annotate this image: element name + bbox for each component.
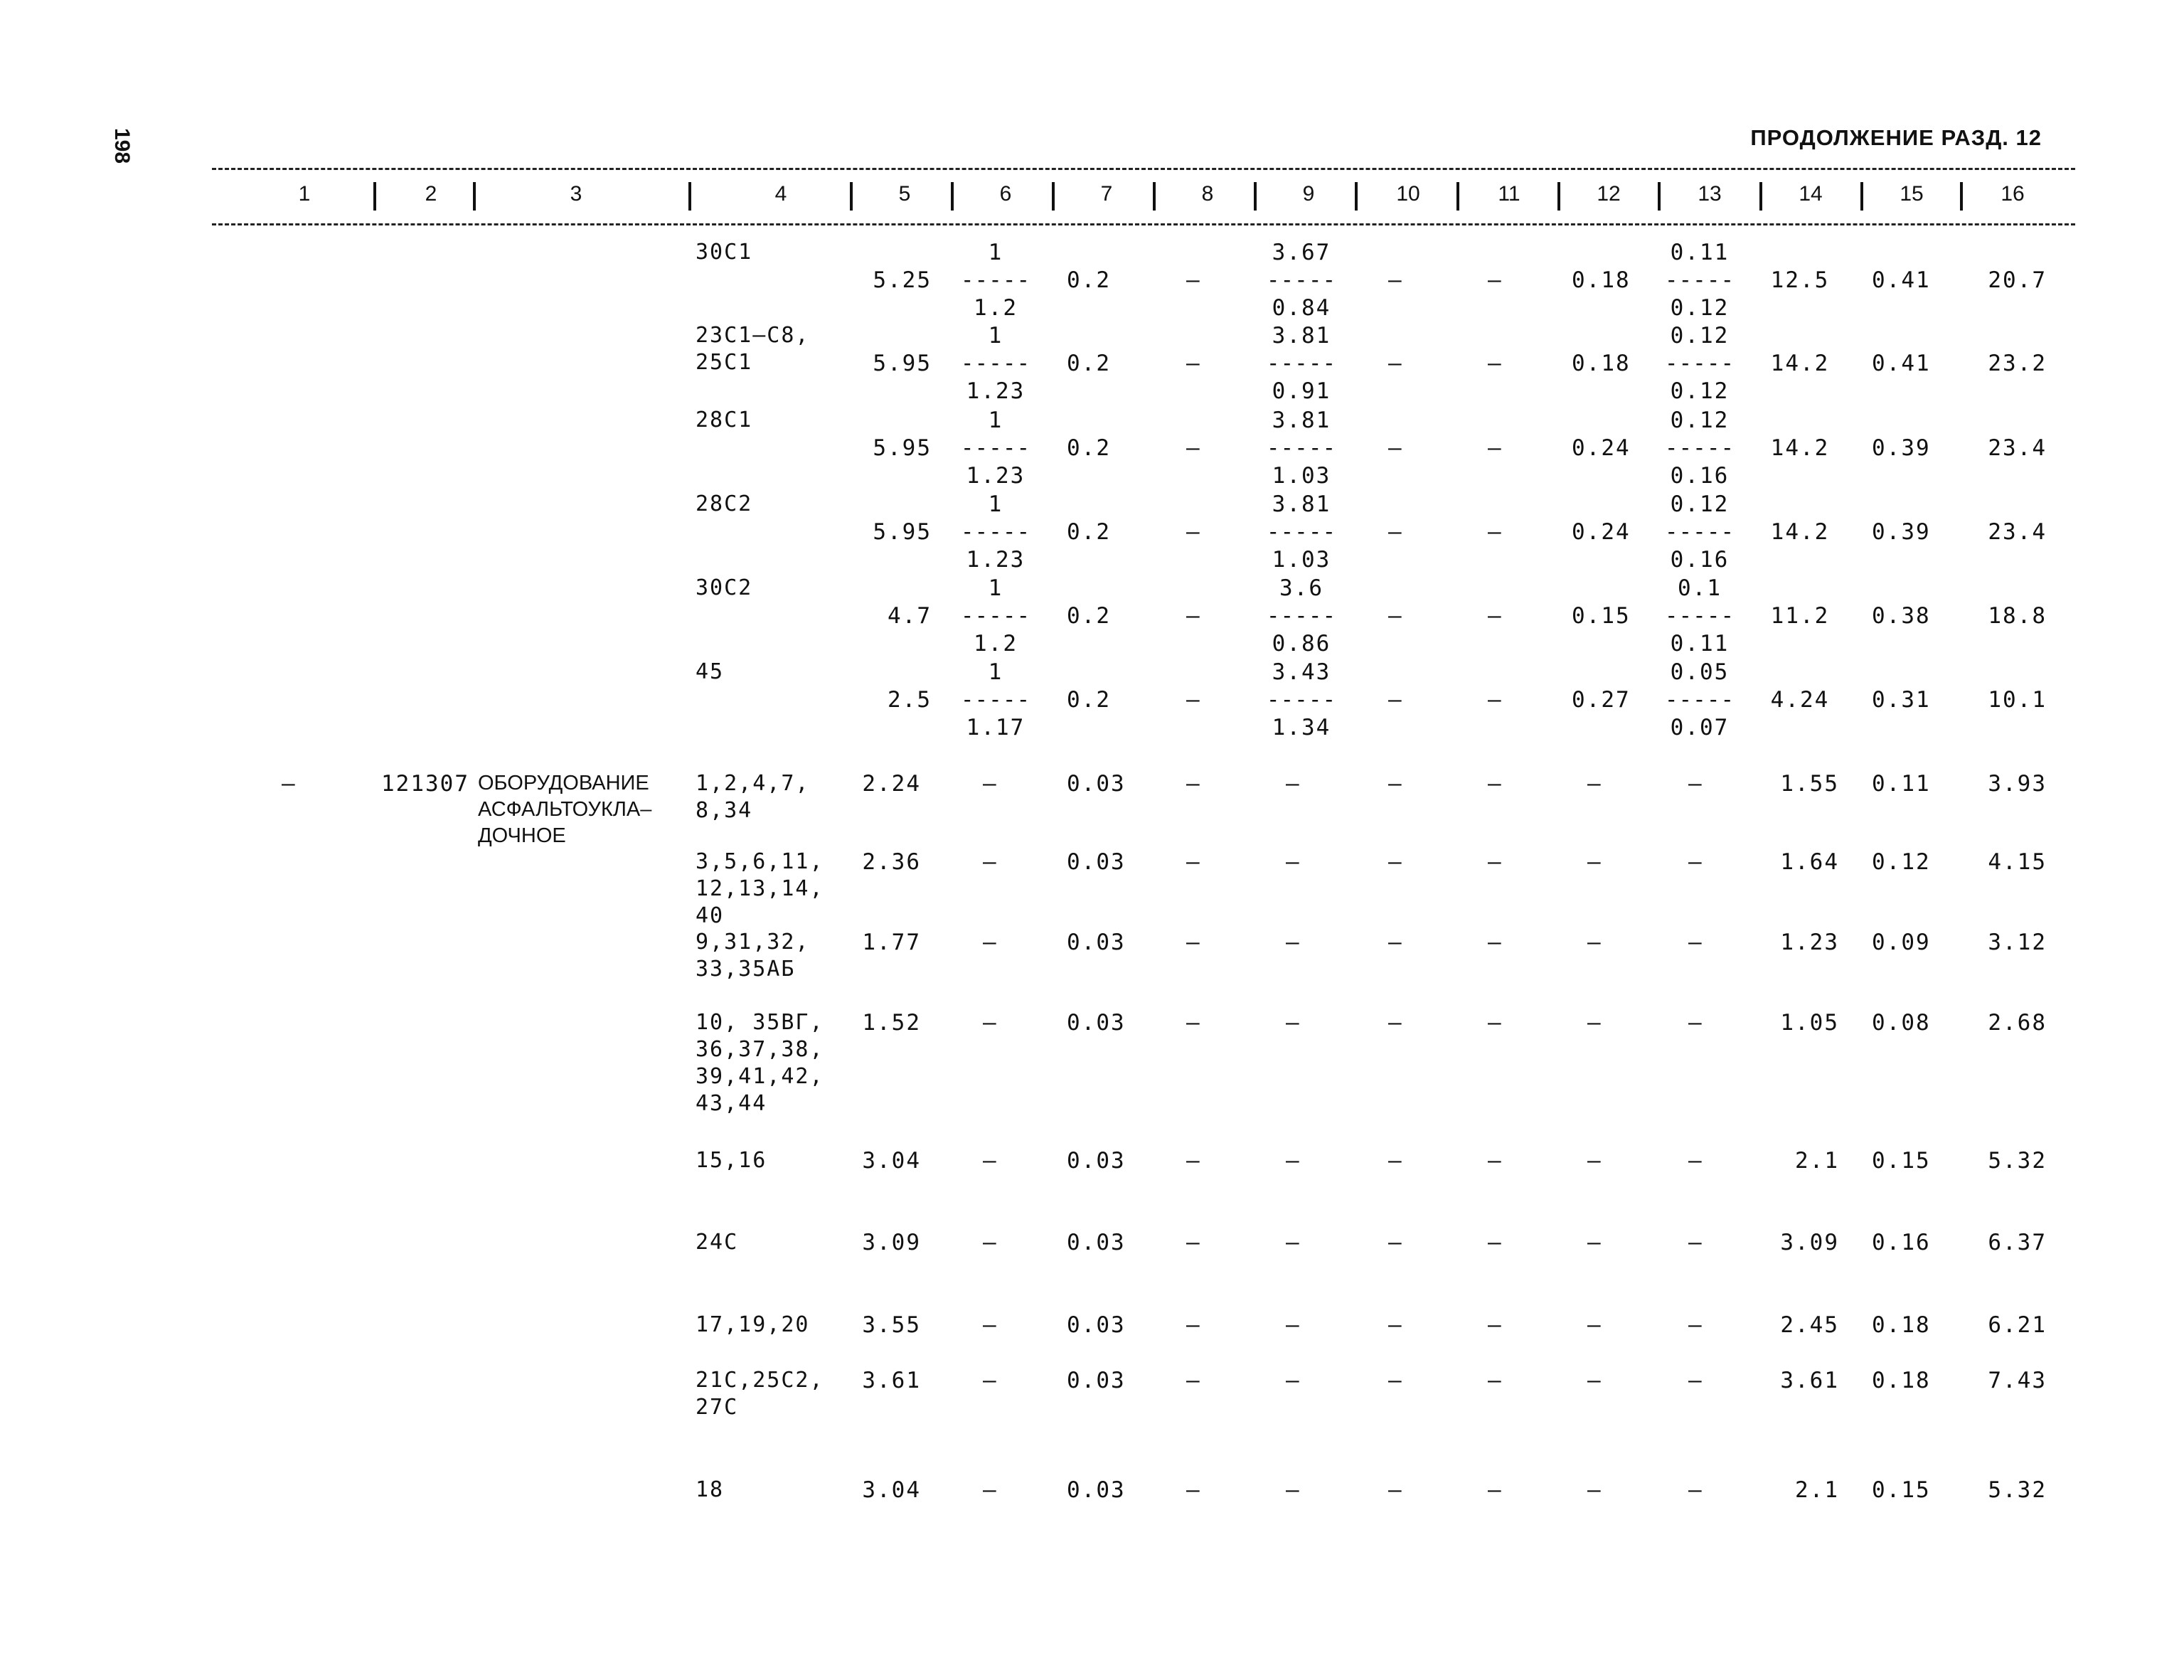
cell-col14: 2.1 — [1795, 1477, 1839, 1503]
cell-col10: – — [1388, 849, 1403, 875]
cell-col10: – — [1388, 1312, 1403, 1338]
cell-col8: – — [1186, 1148, 1201, 1174]
cell-col12: – — [1587, 1312, 1602, 1338]
cell-col13: – — [1688, 849, 1703, 875]
column-separator — [1052, 182, 1055, 211]
cell-col9 — [1259, 575, 1344, 658]
cell-col6-numerator: 1 — [988, 408, 1003, 433]
cell-col13: – — [1688, 1312, 1703, 1338]
cell-col7: 0.2 — [1067, 519, 1111, 545]
cell-col6-denominator: 1.2 — [974, 295, 1018, 321]
cell-col13-denominator: 0.07 — [1670, 715, 1730, 740]
column-separator — [1153, 182, 1156, 211]
cell-col13: – — [1688, 1230, 1703, 1255]
cell-col8: – — [1186, 930, 1201, 955]
cell-col4: 28С1 — [696, 408, 753, 432]
cell-col6: – — [983, 771, 998, 797]
cell-col9-denominator: 0.86 — [1272, 631, 1331, 656]
cell-col15: 0.18 — [1872, 1368, 1931, 1393]
cell-col5: 4.7 — [888, 603, 932, 629]
column-header-2: 2 — [425, 182, 437, 206]
cell-col9: – — [1286, 849, 1301, 875]
cell-col6-numerator: 1 — [988, 491, 1003, 517]
cell-col11: – — [1488, 930, 1503, 955]
cell-col9-numerator: 3.6 — [1279, 575, 1323, 601]
cell-col6-bar: ----- — [960, 603, 1031, 629]
cell-col9: – — [1286, 930, 1301, 955]
cell-col11: – — [1488, 849, 1503, 875]
cell-col4: 18 — [696, 1477, 725, 1502]
cell-col6: – — [983, 1477, 998, 1503]
cell-col6 — [953, 659, 1038, 742]
cell-col9: – — [1286, 1148, 1301, 1174]
cell-col9-numerator: 3.81 — [1272, 323, 1331, 349]
cell-col13: – — [1688, 1477, 1703, 1503]
cell-col9-numerator: 3.81 — [1272, 491, 1331, 517]
cell-col10: – — [1388, 603, 1403, 629]
cell-col15: 0.08 — [1872, 1010, 1931, 1036]
column-header-3: 3 — [570, 182, 582, 206]
cell-col13-numerator: 0.05 — [1670, 659, 1730, 685]
cell-col4: 23С1–С8, 25С1 — [696, 323, 810, 375]
cell-col16: 3.93 — [1988, 771, 2047, 797]
cell-col9: – — [1286, 1477, 1301, 1503]
cell-col8: – — [1186, 849, 1201, 875]
column-header-7: 7 — [1100, 182, 1113, 206]
cell-col10: – — [1388, 351, 1403, 376]
cell-col12: – — [1587, 1148, 1602, 1174]
cell-col16: 23.4 — [1988, 435, 2047, 461]
cell-col12: – — [1587, 1368, 1602, 1393]
group-col1: – — [282, 771, 297, 797]
cell-col11: – — [1488, 603, 1503, 629]
cell-col13 — [1657, 322, 1742, 405]
cell-col9 — [1259, 407, 1344, 490]
column-separator — [373, 182, 376, 211]
cell-col6 — [953, 407, 1038, 490]
cell-col9-denominator: 1.03 — [1272, 463, 1331, 489]
cell-col13: – — [1688, 771, 1703, 797]
cell-col13-numerator: 0.1 — [1678, 575, 1722, 601]
cell-col15: 0.18 — [1872, 1312, 1931, 1338]
column-separator — [1355, 182, 1358, 211]
cell-col12: – — [1587, 849, 1602, 875]
cell-col13 — [1657, 239, 1742, 322]
cell-col8: – — [1186, 351, 1201, 376]
cell-col6-denominator: 1.2 — [974, 631, 1018, 656]
cell-col14: 1.23 — [1780, 930, 1839, 955]
column-separator — [850, 182, 853, 211]
cell-col9-numerator: 3.81 — [1272, 408, 1331, 433]
cell-col13-denominator: 0.16 — [1670, 463, 1730, 489]
column-header-6: 6 — [999, 182, 1012, 206]
cell-col12: 0.18 — [1572, 267, 1631, 293]
cell-col4: 30С2 — [696, 575, 753, 600]
cell-col5: 3.55 — [862, 1312, 921, 1338]
cell-col13: – — [1688, 1368, 1703, 1393]
cell-col10: – — [1388, 519, 1403, 545]
cell-col5: 5.95 — [873, 351, 932, 376]
cell-col5: 2.5 — [888, 687, 932, 713]
section-header-title: ПРОДОЛЖЕНИЕ РАЗД. 12 — [1750, 125, 2042, 150]
cell-col16: 3.12 — [1988, 930, 2047, 955]
cell-col7: 0.03 — [1067, 771, 1126, 797]
cell-col9-bar: ----- — [1266, 687, 1337, 713]
cell-col15: 0.16 — [1872, 1230, 1931, 1255]
cell-col14: 1.05 — [1780, 1010, 1839, 1036]
header-top-rule — [212, 168, 2075, 170]
cell-col12: – — [1587, 930, 1602, 955]
cell-col5: 2.24 — [862, 771, 921, 797]
cell-col13-bar: ----- — [1664, 267, 1735, 293]
cell-col13: – — [1688, 1148, 1703, 1174]
cell-col7: 0.2 — [1067, 267, 1111, 293]
cell-col5: 3.04 — [862, 1477, 921, 1503]
cell-col9-bar: ----- — [1266, 603, 1337, 629]
cell-col12: 0.27 — [1572, 687, 1631, 713]
cell-col9 — [1259, 239, 1344, 322]
cell-col15: 0.41 — [1872, 267, 1931, 293]
cell-col15: 0.12 — [1872, 849, 1931, 875]
cell-col5: 3.61 — [862, 1368, 921, 1393]
cell-col8: – — [1186, 687, 1201, 713]
column-header-5: 5 — [898, 182, 911, 206]
cell-col5: 3.04 — [862, 1148, 921, 1174]
cell-col13-denominator: 0.11 — [1670, 631, 1730, 656]
cell-col4: 45 — [696, 659, 725, 684]
cell-col12: – — [1587, 1010, 1602, 1036]
cell-col14: 14.2 — [1770, 435, 1830, 461]
cell-col10: – — [1388, 1368, 1403, 1393]
cell-col9: – — [1286, 1368, 1301, 1393]
cell-col14: 2.1 — [1795, 1148, 1839, 1174]
cell-col7: 0.03 — [1067, 1010, 1126, 1036]
cell-col6: – — [983, 1368, 998, 1393]
cell-col16: 6.37 — [1988, 1230, 2047, 1255]
column-header-8: 8 — [1201, 182, 1214, 206]
cell-col13 — [1657, 575, 1742, 658]
column-header-10: 10 — [1396, 182, 1420, 206]
cell-col7: 0.03 — [1067, 1368, 1126, 1393]
cell-col9 — [1259, 659, 1344, 742]
cell-col6: – — [983, 930, 998, 955]
cell-col14: 14.2 — [1770, 519, 1830, 545]
cell-col13-denominator: 0.16 — [1670, 547, 1730, 573]
column-header-14: 14 — [1799, 182, 1823, 206]
column-header-13: 13 — [1698, 182, 1722, 206]
cell-col6-denominator: 1.23 — [966, 547, 1026, 573]
cell-col12: – — [1587, 771, 1602, 797]
cell-col7: 0.2 — [1067, 687, 1111, 713]
cell-col15: 0.41 — [1872, 351, 1931, 376]
cell-col4: 24С — [696, 1230, 739, 1255]
cell-col8: – — [1186, 267, 1201, 293]
header-bottom-rule — [212, 223, 2075, 225]
cell-col16: 7.43 — [1988, 1368, 2047, 1393]
cell-col7: 0.2 — [1067, 435, 1111, 461]
cell-col6: – — [983, 1230, 998, 1255]
cell-col12: 0.24 — [1572, 519, 1631, 545]
cell-col16: 4.15 — [1988, 849, 2047, 875]
cell-col13-bar: ----- — [1664, 351, 1735, 376]
cell-col4: 17,19,20 — [696, 1312, 810, 1337]
cell-col9-numerator: 3.67 — [1272, 240, 1331, 265]
cell-col9-bar: ----- — [1266, 519, 1337, 545]
column-separator — [1759, 182, 1762, 211]
cell-col10: – — [1388, 267, 1403, 293]
cell-col9 — [1259, 491, 1344, 574]
cell-col15: 0.11 — [1872, 771, 1931, 797]
cell-col13 — [1657, 659, 1742, 742]
cell-col16: 5.32 — [1988, 1148, 2047, 1174]
cell-col12: 0.24 — [1572, 435, 1631, 461]
cell-col11: – — [1488, 1312, 1503, 1338]
cell-col11: – — [1488, 267, 1503, 293]
cell-col6-bar: ----- — [960, 687, 1031, 713]
cell-col5: 2.36 — [862, 849, 921, 875]
cell-col15: 0.31 — [1872, 687, 1931, 713]
cell-col14: 3.09 — [1780, 1230, 1839, 1255]
cell-col8: – — [1186, 1312, 1201, 1338]
cell-col7: 0.03 — [1067, 1148, 1126, 1174]
cell-col6-numerator: 1 — [988, 575, 1003, 601]
page-number: 198 — [110, 128, 134, 164]
cell-col11: – — [1488, 1148, 1503, 1174]
cell-col13: – — [1688, 930, 1703, 955]
column-separator — [688, 182, 691, 211]
column-separator — [1456, 182, 1459, 211]
cell-col4: 28С2 — [696, 491, 753, 516]
cell-col9: – — [1286, 1010, 1301, 1036]
cell-col10: – — [1388, 1477, 1403, 1503]
cell-col6-bar: ----- — [960, 519, 1031, 545]
cell-col8: – — [1186, 771, 1201, 797]
cell-col9-denominator: 0.84 — [1272, 295, 1331, 321]
cell-col12: – — [1587, 1477, 1602, 1503]
cell-col16: 5.32 — [1988, 1477, 2047, 1503]
cell-col9-denominator: 1.34 — [1272, 715, 1331, 740]
cell-col11: – — [1488, 1010, 1503, 1036]
column-separator — [1658, 182, 1661, 211]
cell-col15: 0.39 — [1872, 519, 1931, 545]
cell-col5: 3.09 — [862, 1230, 921, 1255]
cell-col7: 0.03 — [1067, 930, 1126, 955]
column-separator — [951, 182, 954, 211]
cell-col4: 1,2,4,7, 8,34 — [696, 771, 810, 823]
cell-col5: 1.77 — [862, 930, 921, 955]
cell-col8: – — [1186, 1010, 1201, 1036]
column-header-12: 12 — [1597, 182, 1621, 206]
cell-col6: – — [983, 1148, 998, 1174]
column-header-4: 4 — [774, 182, 787, 206]
cell-col16: 18.8 — [1988, 603, 2047, 629]
cell-col13-denominator: 0.12 — [1670, 295, 1730, 321]
cell-col13-numerator: 0.12 — [1670, 323, 1730, 349]
column-header-11: 11 — [1498, 182, 1520, 206]
cell-col12: 0.15 — [1572, 603, 1631, 629]
cell-col11: – — [1488, 435, 1503, 461]
cell-col15: 0.15 — [1872, 1148, 1931, 1174]
cell-col6: – — [983, 1312, 998, 1338]
cell-col13-numerator: 0.12 — [1670, 408, 1730, 433]
cell-col4: 10, 35ВГ, 36,37,38, 39,41,42, 43,44 — [696, 1010, 824, 1116]
cell-col6-numerator: 1 — [988, 323, 1003, 349]
cell-col7: 0.03 — [1067, 849, 1126, 875]
cell-col14: 2.45 — [1780, 1312, 1839, 1338]
column-separator — [1557, 182, 1560, 211]
cell-col6: – — [983, 1010, 998, 1036]
cell-col8: – — [1186, 435, 1201, 461]
cell-col8: – — [1186, 1230, 1201, 1255]
cell-col6: – — [983, 849, 998, 875]
cell-col5: 5.25 — [873, 267, 932, 293]
cell-col10: – — [1388, 930, 1403, 955]
cell-col6 — [953, 491, 1038, 574]
column-separator — [1960, 182, 1963, 211]
cell-col6-bar: ----- — [960, 351, 1031, 376]
group-name: ОБОРУДОВАНИЕ АСФАЛЬТОУКЛА– ДОЧНОЕ — [478, 772, 652, 847]
column-header-15: 15 — [1900, 182, 1924, 206]
cell-col11: – — [1488, 519, 1503, 545]
cell-col12: 0.18 — [1572, 351, 1631, 376]
cell-col6-denominator: 1.23 — [966, 463, 1026, 489]
cell-col7: 0.2 — [1067, 351, 1111, 376]
cell-col10: – — [1388, 771, 1403, 797]
cell-col15: 0.15 — [1872, 1477, 1931, 1503]
cell-col13-numerator: 0.11 — [1670, 240, 1730, 265]
cell-col11: – — [1488, 771, 1503, 797]
cell-col16: 20.7 — [1988, 267, 2047, 293]
cell-col9-bar: ----- — [1266, 351, 1337, 376]
cell-col9: – — [1286, 1230, 1301, 1255]
cell-col14: 14.2 — [1770, 351, 1830, 376]
cell-col4: 30С1 — [696, 240, 753, 265]
cell-col14: 1.64 — [1780, 849, 1839, 875]
cell-col11: – — [1488, 351, 1503, 376]
cell-col9-bar: ----- — [1266, 267, 1337, 293]
cell-col10: – — [1388, 435, 1403, 461]
cell-col11: – — [1488, 1230, 1503, 1255]
cell-col15: 0.39 — [1872, 435, 1931, 461]
column-separator — [473, 182, 476, 211]
cell-col14: 11.2 — [1770, 603, 1830, 629]
cell-col4: 3,5,6,11, 12,13,14, 40 — [696, 849, 824, 928]
group-code: 121307 — [381, 771, 469, 797]
cell-col6-denominator: 1.17 — [966, 715, 1026, 740]
cell-col6 — [953, 239, 1038, 322]
cell-col16: 23.2 — [1988, 351, 2047, 376]
cell-col15: 0.38 — [1872, 603, 1931, 629]
cell-col14: 4.24 — [1770, 687, 1830, 713]
cell-col16: 6.21 — [1988, 1312, 2047, 1338]
cell-col5: 5.95 — [873, 519, 932, 545]
column-header-16: 16 — [2001, 182, 2025, 206]
column-header-1: 1 — [298, 182, 311, 206]
cell-col13-bar: ----- — [1664, 435, 1735, 461]
cell-col13-numerator: 0.12 — [1670, 491, 1730, 517]
cell-col14: 12.5 — [1770, 267, 1830, 293]
cell-col8: – — [1186, 603, 1201, 629]
cell-col6 — [953, 575, 1038, 658]
cell-col4: 21С,25С2, 27С — [696, 1368, 824, 1420]
column-separator — [1860, 182, 1863, 211]
cell-col9-numerator: 3.43 — [1272, 659, 1331, 685]
cell-col13-bar: ----- — [1664, 603, 1735, 629]
cell-col13 — [1657, 491, 1742, 574]
cell-col7: 0.03 — [1067, 1312, 1126, 1338]
cell-col4: 9,31,32, 33,35АБ — [696, 930, 810, 982]
cell-col4: 15,16 — [696, 1148, 767, 1173]
cell-col13-bar: ----- — [1664, 519, 1735, 545]
cell-col11: – — [1488, 1368, 1503, 1393]
cell-col6 — [953, 322, 1038, 405]
cell-col6-bar: ----- — [960, 435, 1031, 461]
cell-col11: – — [1488, 687, 1503, 713]
cell-col9-denominator: 0.91 — [1272, 378, 1331, 404]
cell-col16: 23.4 — [1988, 519, 2047, 545]
cell-col16: 2.68 — [1988, 1010, 2047, 1036]
cell-col6-numerator: 1 — [988, 659, 1003, 685]
column-header-9: 9 — [1302, 182, 1315, 206]
cell-col10: – — [1388, 1010, 1403, 1036]
cell-col6-denominator: 1.23 — [966, 378, 1026, 404]
cell-col9: – — [1286, 1312, 1301, 1338]
cell-col10: – — [1388, 687, 1403, 713]
cell-col6-numerator: 1 — [988, 240, 1003, 265]
cell-col8: – — [1186, 519, 1201, 545]
cell-col8: – — [1186, 1368, 1201, 1393]
cell-col13: – — [1688, 1010, 1703, 1036]
cell-col10: – — [1388, 1148, 1403, 1174]
cell-col7: 0.03 — [1067, 1477, 1126, 1503]
cell-col12: – — [1587, 1230, 1602, 1255]
cell-col5: 1.52 — [862, 1010, 921, 1036]
column-separator — [1254, 182, 1257, 211]
cell-col7: 0.2 — [1067, 603, 1111, 629]
cell-col9: – — [1286, 771, 1301, 797]
cell-col15: 0.09 — [1872, 930, 1931, 955]
cell-col5: 5.95 — [873, 435, 932, 461]
cell-col9-bar: ----- — [1266, 435, 1337, 461]
cell-col8: – — [1186, 1477, 1201, 1503]
cell-col14: 1.55 — [1780, 771, 1839, 797]
cell-col6-bar: ----- — [960, 267, 1031, 293]
cell-col9-denominator: 1.03 — [1272, 547, 1331, 573]
cell-col13-denominator: 0.12 — [1670, 378, 1730, 404]
cell-col10: – — [1388, 1230, 1403, 1255]
cell-col7: 0.03 — [1067, 1230, 1126, 1255]
cell-col13-bar: ----- — [1664, 687, 1735, 713]
cell-col9 — [1259, 322, 1344, 405]
cell-col14: 3.61 — [1780, 1368, 1839, 1393]
cell-col13 — [1657, 407, 1742, 490]
cell-col11: – — [1488, 1477, 1503, 1503]
cell-col16: 10.1 — [1988, 687, 2047, 713]
